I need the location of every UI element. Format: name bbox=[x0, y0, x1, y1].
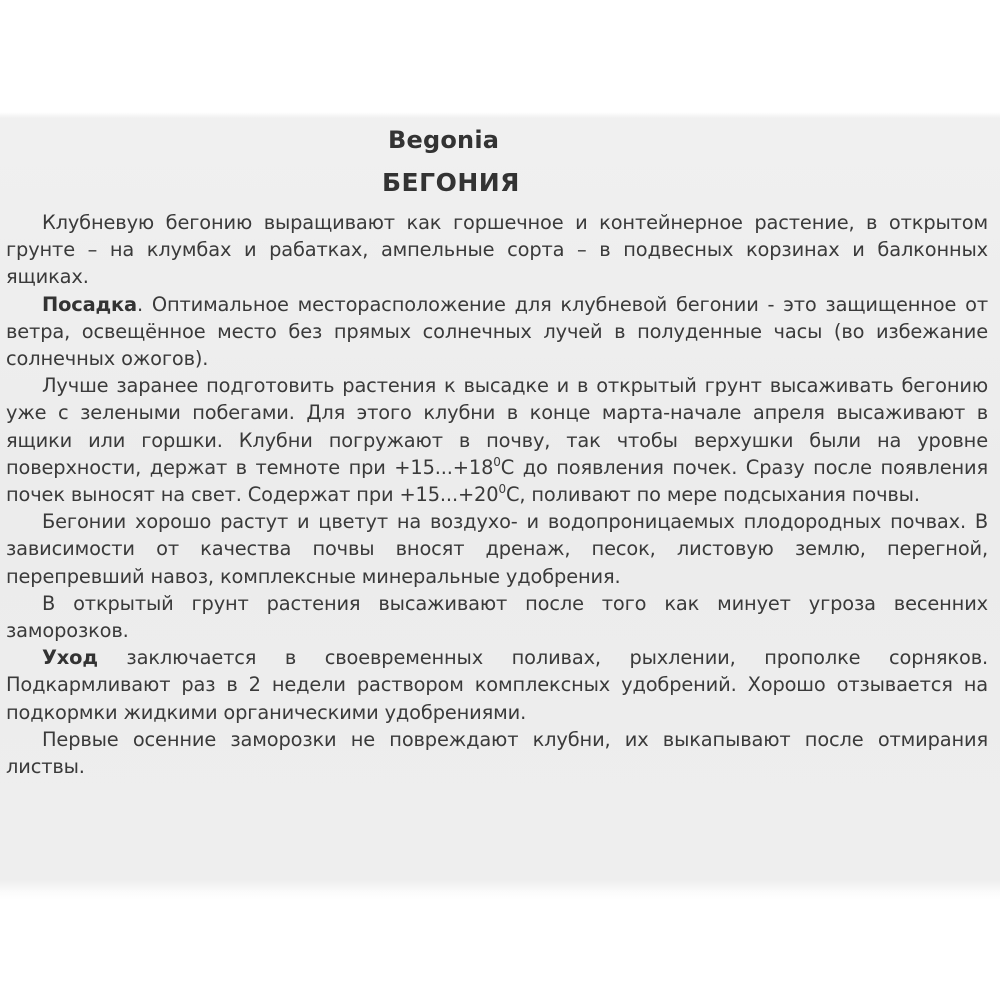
planting-text: . Оптимальное месторасположение для клубневой бегонии - это защищенное от ветра, освещённое место без прямых солнечных лучей в полуденные часы (во избежание солнечных ожогов). bbox=[6, 292, 988, 371]
paragraph-preparation bbox=[6, 372, 988, 508]
preparation-text: Лучше заранее подготовить растения к высадке и в открытый грунт высаживать бегонию уже с зелеными побегами. Для этого клубни в конце марта-начале апреля высаживают в ящики или горшки. Клубни погружают в почву, так чтобы верхушки были на уровне поверхности, держат в темноте при +15...+18 bbox=[6, 374, 988, 479]
paragraph-soil bbox=[6, 508, 988, 590]
paragraph-autumn bbox=[6, 726, 988, 780]
degree-mark: 0 bbox=[493, 454, 501, 469]
paragraph-intro-text: Клубневую бегонию выращивают как горшечное и контейнерное растение, в открытом грунте – на клумбах и рабатках, ампельные сорта – в подвесных корзинах и балконных ящиках. bbox=[6, 211, 988, 289]
preparation-text-cont: С до появления почек. Сразу после появления почек выносят на свет. Содержат при +15...+20 bbox=[6, 455, 989, 507]
title-cyrillic: БЕГОНИЯ bbox=[382, 168, 520, 197]
autumn-text: Первые осенние заморозки не повреждают клубни, их выкапывают после отмирания листвы. bbox=[6, 727, 988, 779]
transplant-text: В открытый грунт растения высаживают после того как минует угроза весенних заморозков. bbox=[6, 591, 988, 643]
paragraph-planting bbox=[6, 291, 988, 373]
paragraph-transplant bbox=[6, 590, 988, 644]
degree-mark: 0 bbox=[498, 482, 506, 497]
care-text: заключается в своевременных поливах, рыхлении, прополке сорняков. Подкармливают раз в 2 недели раствором комплексных удобрений. Хорошо отзывается на подкормки жидкими органическими удобрениями. bbox=[6, 646, 988, 724]
title-latin: Begonia bbox=[388, 126, 500, 154]
planting-heading: Посадка bbox=[42, 292, 137, 316]
body-text bbox=[6, 209, 988, 780]
paragraph-care bbox=[6, 644, 988, 726]
soil-text: Бегонии хорошо растут и цветут на воздухо- и водопроницаемых плодородных почвах. В зависимости от качества почвы вносят дренаж, песок, листовую землю, перегной, перепревший навоз, комплексные минеральные удобрения. bbox=[6, 510, 988, 588]
instruction-sheet bbox=[0, 114, 1000, 894]
paragraph-intro bbox=[6, 209, 988, 291]
preparation-text-end: С, поливают по мере подсыхания почвы. bbox=[505, 483, 920, 507]
care-heading: Уход bbox=[42, 646, 98, 670]
